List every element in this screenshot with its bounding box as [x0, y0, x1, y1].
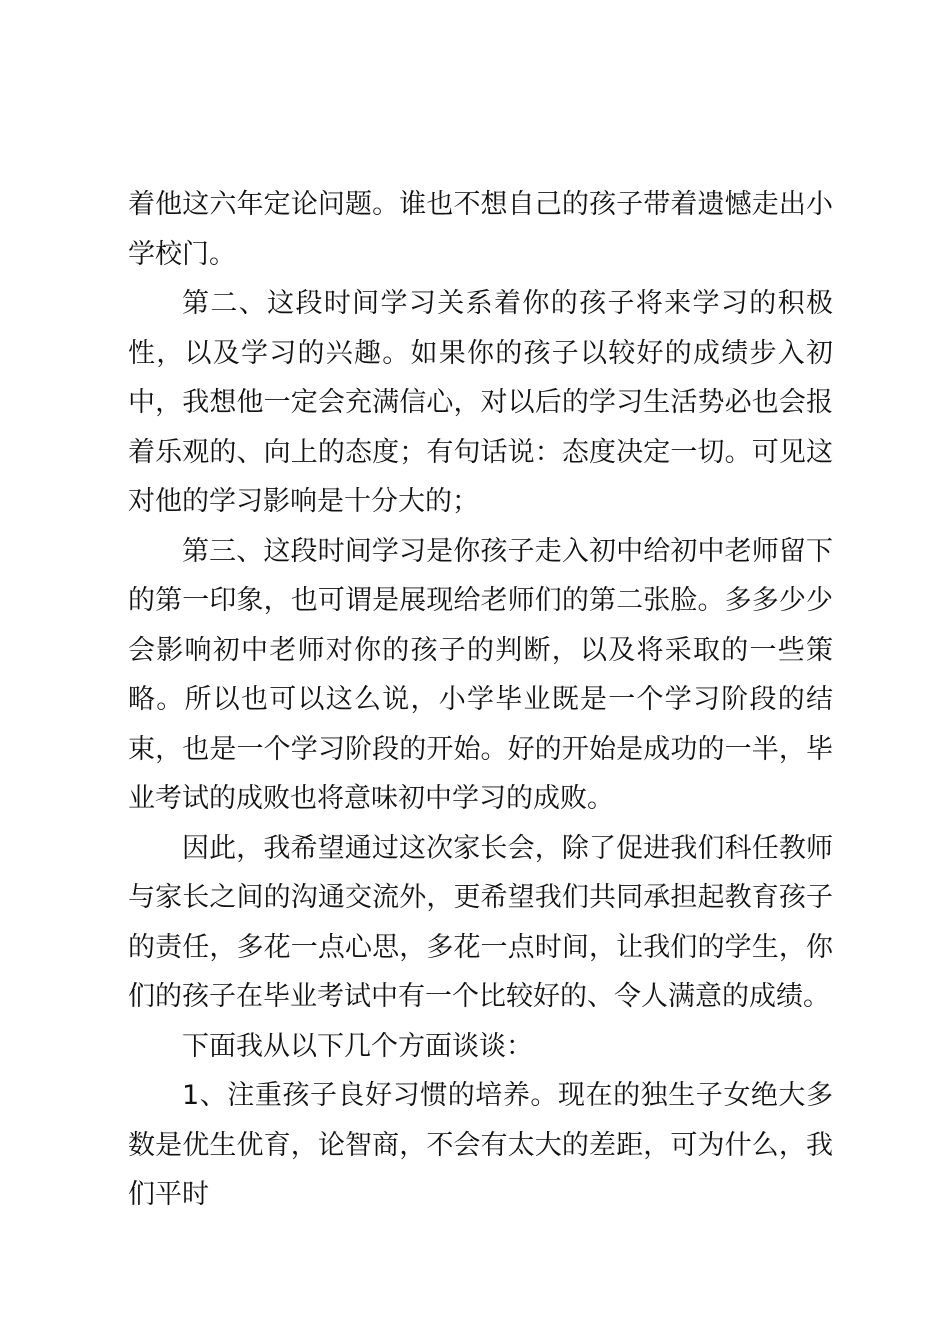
paragraph-intro-aspects: 下面我从以下几个方面谈谈： — [182, 1030, 533, 1062]
paragraph-continuation: 着他这六年定论问题。谁也不想自己的孩子带着遗憾走出小学校门。 — [128, 189, 833, 270]
paragraph-therefore: 因此，我希望通过这次家长会，除了促进我们科任教师与家长之间的沟通交流外，更希望我们共同承担起教育孩子的责任，多花一点心思，多花一点时间，让我们的学生，你们的孩子在毕业考试中有一个比较好的、令人满意的成绩。 — [128, 832, 833, 1012]
document-body — [128, 180, 833, 1220]
paragraph-point-two: 第二、这段时间学习关系着你的孩子将来学习的积极性，以及学习的兴趣。如果你的孩子以较好的成绩步入初中，我想他一定会充满信心，对以后的学习生活势必也会报着乐观的、向上的态度；有句话说：态度决定一切。可见这对他的学习影响是十分大的； — [128, 288, 833, 517]
paragraph-aspect-one: 1、注重孩子良好习惯的培养。现在的独生子女绝大多数是优生优育，论智商，不会有太大的差距，可为什么，我们平时 — [128, 1080, 833, 1210]
paragraph-point-three: 第三、这段时间学习是你孩子走入初中给初中老师留下的第一印象，也可谓是展现给老师们的第二张脸。多多少少会影响初中老师对你的孩子的判断，以及将采取的一些策略。所以也可以这么说，小学毕业既是一个学习阶段的结束，也是一个学习阶段的开始。好的开始是成功的一半，毕业考试的成败也将意味初中学习的成败。 — [128, 535, 833, 814]
